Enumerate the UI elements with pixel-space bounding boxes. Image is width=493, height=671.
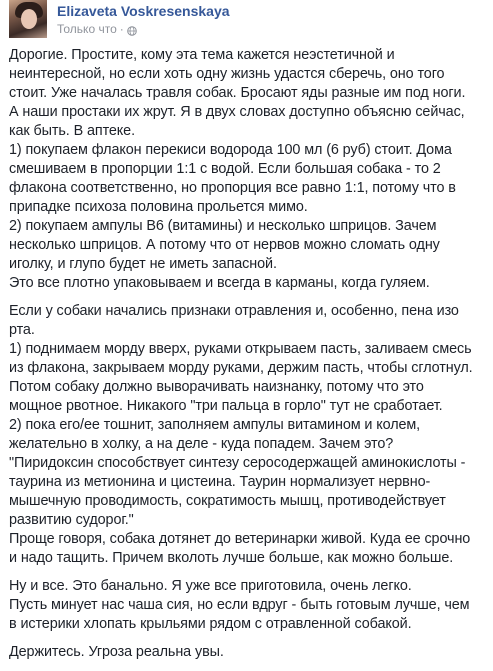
text-line: как быть. В аптеке. bbox=[9, 123, 135, 139]
post-header bbox=[0, 0, 493, 42]
text-line: 2) пока его/ее тошнит, заполняем ампулы витамином и колем, bbox=[9, 417, 421, 433]
post-timestamp[interactable]: Только что bbox=[57, 22, 117, 36]
text-line: таурина из метионина и цистеина. Таурин нормализует нервно- bbox=[9, 474, 431, 490]
text-line: неинтересной, но если хоть одну жизнь удастся сберечь, оно того bbox=[9, 66, 445, 82]
text-line: и надо тащить. Причем вколоть лучше больше, как можно больше. bbox=[9, 550, 454, 566]
text-line: мощное рвотное. Никакого "три пальца в горло" тут не сработает. bbox=[9, 398, 443, 414]
meta-separator: · bbox=[119, 22, 124, 36]
text-line: Это все плотно упаковываем и всегда в карманы, когда гуляем. bbox=[9, 275, 430, 291]
text-line: Если у собаки начались признаки отравления и, особенно, пена изо bbox=[9, 303, 459, 319]
post-text bbox=[9, 46, 487, 671]
post-paragraph bbox=[9, 302, 487, 568]
globe-icon[interactable] bbox=[127, 25, 137, 35]
text-line: Дорогие. Простите, кому эта тема кажется неэстетичной и bbox=[9, 47, 395, 63]
text-line: Пусть минует нас чаша сия, но если вдруг - быть готовым лучше, чем bbox=[9, 597, 470, 613]
text-line: Потом собаку должно выворачивать наизнанку, потому что это bbox=[9, 379, 424, 395]
text-line: Ну и все. Это банально. Я уже все приготовила, очень легко. bbox=[9, 578, 412, 594]
text-line: 2) покупаем ампулы В6 (витамины) и несколько шприцов. Зачем bbox=[9, 218, 437, 234]
text-line: смешиваем в пропорции 1:1 с водой. Если большая собака - то 2 bbox=[9, 161, 441, 177]
post-paragraph bbox=[9, 46, 487, 293]
text-line: Проще говоря, собака дотянет до ветеринарки живой. Куда ее срочно bbox=[9, 531, 471, 547]
text-line: припадке психоза половина прольется мимо. bbox=[9, 199, 308, 215]
post-paragraph bbox=[9, 643, 487, 662]
text-line: стоит. Уже началась травля собак. Бросают яды разные им под ноги. bbox=[9, 85, 466, 101]
text-line: рта. bbox=[9, 322, 35, 338]
text-line: Держитесь. Угроза реальна увы. bbox=[9, 644, 224, 660]
text-line: желательно в холку, а на деле - куда попадем. Зачем это? bbox=[9, 436, 394, 452]
text-line: 1) покупаем флакон перекиси водорода 100 мл (6 руб) стоит. Дома bbox=[9, 142, 452, 158]
avatar[interactable] bbox=[9, 0, 47, 38]
text-line: иголку, и глупо будет не иметь запасной. bbox=[9, 256, 277, 272]
text-line: флакона соответственно, но пропорция все равно 1:1, потому что в bbox=[9, 180, 456, 196]
post-paragraph bbox=[9, 577, 487, 634]
text-line: А наши простаки их жрут. Я в двух словах доступно объясню сейчас, bbox=[9, 104, 465, 120]
text-line: мышечную проводимость, сократимость мышц, противодействует bbox=[9, 493, 446, 509]
post-meta bbox=[57, 22, 137, 36]
text-line: 1) поднимаем морду вверх, руками открываем пасть, заливаем смесь bbox=[9, 341, 472, 357]
text-line: "Пиридоксин способствует синтезу серосодержащей аминокислоты - bbox=[9, 455, 466, 471]
text-line: из флакона, закрываем морду руками, держим пасть, чтобы сглотнул. bbox=[9, 360, 473, 376]
text-line: развитию судорог." bbox=[9, 512, 134, 528]
text-line: в истерики хлопать крыльями рядом с отравленной собакой. bbox=[9, 616, 412, 632]
author-name[interactable]: Elizaveta Voskresenskaya bbox=[57, 3, 230, 19]
text-line: несколько шприцов. А потому что от нервов можно сломать одну bbox=[9, 237, 440, 253]
